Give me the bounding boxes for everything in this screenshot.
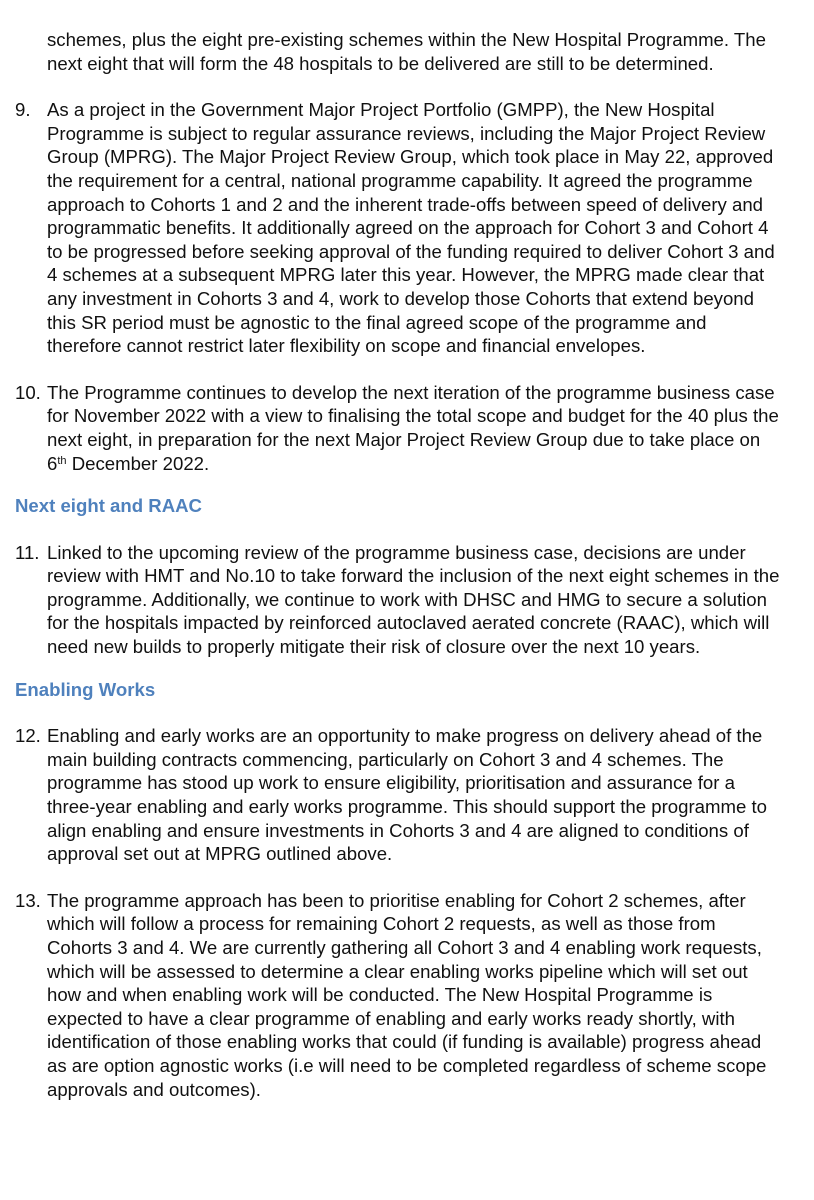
paragraph-13 <box>15 889 784 1101</box>
paragraph-text: The Programme continues to develop the next iteration of the programme business case for November 2022 with a view to finalising the total scope and budget for the 40 plus the next eight, in preparation for the next Major Project Review Group due to take place on 6 <box>47 381 779 474</box>
spacer <box>15 75 784 98</box>
paragraph-text: As a project in the Government Major Project Portfolio (GMPP), the New Hospital Programme is subject to regular assurance reviews, including the Major Project Review Group (MPRG). The Major Project Review Group, which took place in May 22, approved the requirement for a central, national programme capability. It agreed the programme approach to Cohorts 1 and 2 and the inherent trade-offs between speed of delivery and programmatic benefits. It additionally agreed on the approach for Cohort 3 and Cohort 4 to be progressed before seeking approval of the funding required to deliver Cohort 3 and 4 schemes at a subsequent MPRG later this year. However, the MPRG made clear that any investment in Cohorts 3 and 4, work to develop those Cohorts that extend beyond this SR period must be agnostic to the final agreed scope of the programme and therefore cannot restrict later flexibility on scope and financial envelopes. <box>47 99 775 357</box>
paragraph-number: 12. <box>15 725 41 747</box>
superscript: th <box>57 454 67 467</box>
paragraph-10 <box>15 381 784 475</box>
spacer <box>15 866 784 889</box>
paragraph-11 <box>15 541 784 659</box>
paragraph-text-end: December 2022. <box>66 452 210 474</box>
paragraph-number: 10. <box>15 381 41 403</box>
paragraph-9 <box>15 98 784 358</box>
spacer <box>15 475 784 494</box>
section-heading-raac: Next eight and RAAC <box>15 495 202 517</box>
paragraph-number: 9. <box>15 99 31 121</box>
paragraph-text: Linked to the upcoming review of the programme business case, decisions are under review with HMT and No.10 to take forward the inclusion of the next eight schemes in the programme. Additionally, we continue to work with DHSC and HMG to secure a solution for the hospitals impacted by reinforced autoclaved aerated concrete (RAAC), which will need new builds to properly mitigate their risk of closure over the next 10 years. <box>47 541 780 658</box>
spacer <box>15 358 784 381</box>
paragraph-12 <box>15 724 784 866</box>
paragraph-text: The programme approach has been to prioritise enabling for Cohort 2 schemes, after which will follow a process for remaining Cohort 2 requests, as well as those from Cohorts 3 and 4. We are currently gathering all Cohort 3 and 4 enabling work requests, which will be assessed to determine a clear enabling works pipeline which will set out how and when enabling work will be conducted. The New Hospital Programme is expected to have a clear programme of enabling and early works ready shortly, with identification of those enabling works that could (if funding is available) progress ahead as are option agnostic works (i.e will need to be completed regardless of scheme scope approvals and outcomes). <box>47 889 767 1100</box>
section-heading-enabling-works: Enabling Works <box>15 678 156 700</box>
continuation-text: schemes, plus the eight pre-existing schemes within the New Hospital Programme. The next eight that will form the 48 hospitals to be delivered are still to be determined. <box>47 29 766 74</box>
paragraph-continuation <box>15 28 784 75</box>
spacer <box>15 518 784 541</box>
paragraph-number: 13. <box>15 889 41 911</box>
spacer <box>15 659 784 678</box>
paragraph-number: 11. <box>15 541 40 563</box>
paragraph-text: Enabling and early works are an opportunity to make progress on delivery ahead of the main building contracts commencing, particularly on Cohort 3 and 4 schemes. The programme has stood up work to ensure eligibility, prioritisation and assurance for a three-year enabling and early works programme. This should support the programme to align enabling and ensure investments in Cohorts 3 and 4 are aligned to conditions of approval set out at MPRG outlined above. <box>47 725 768 865</box>
spacer <box>15 701 784 724</box>
